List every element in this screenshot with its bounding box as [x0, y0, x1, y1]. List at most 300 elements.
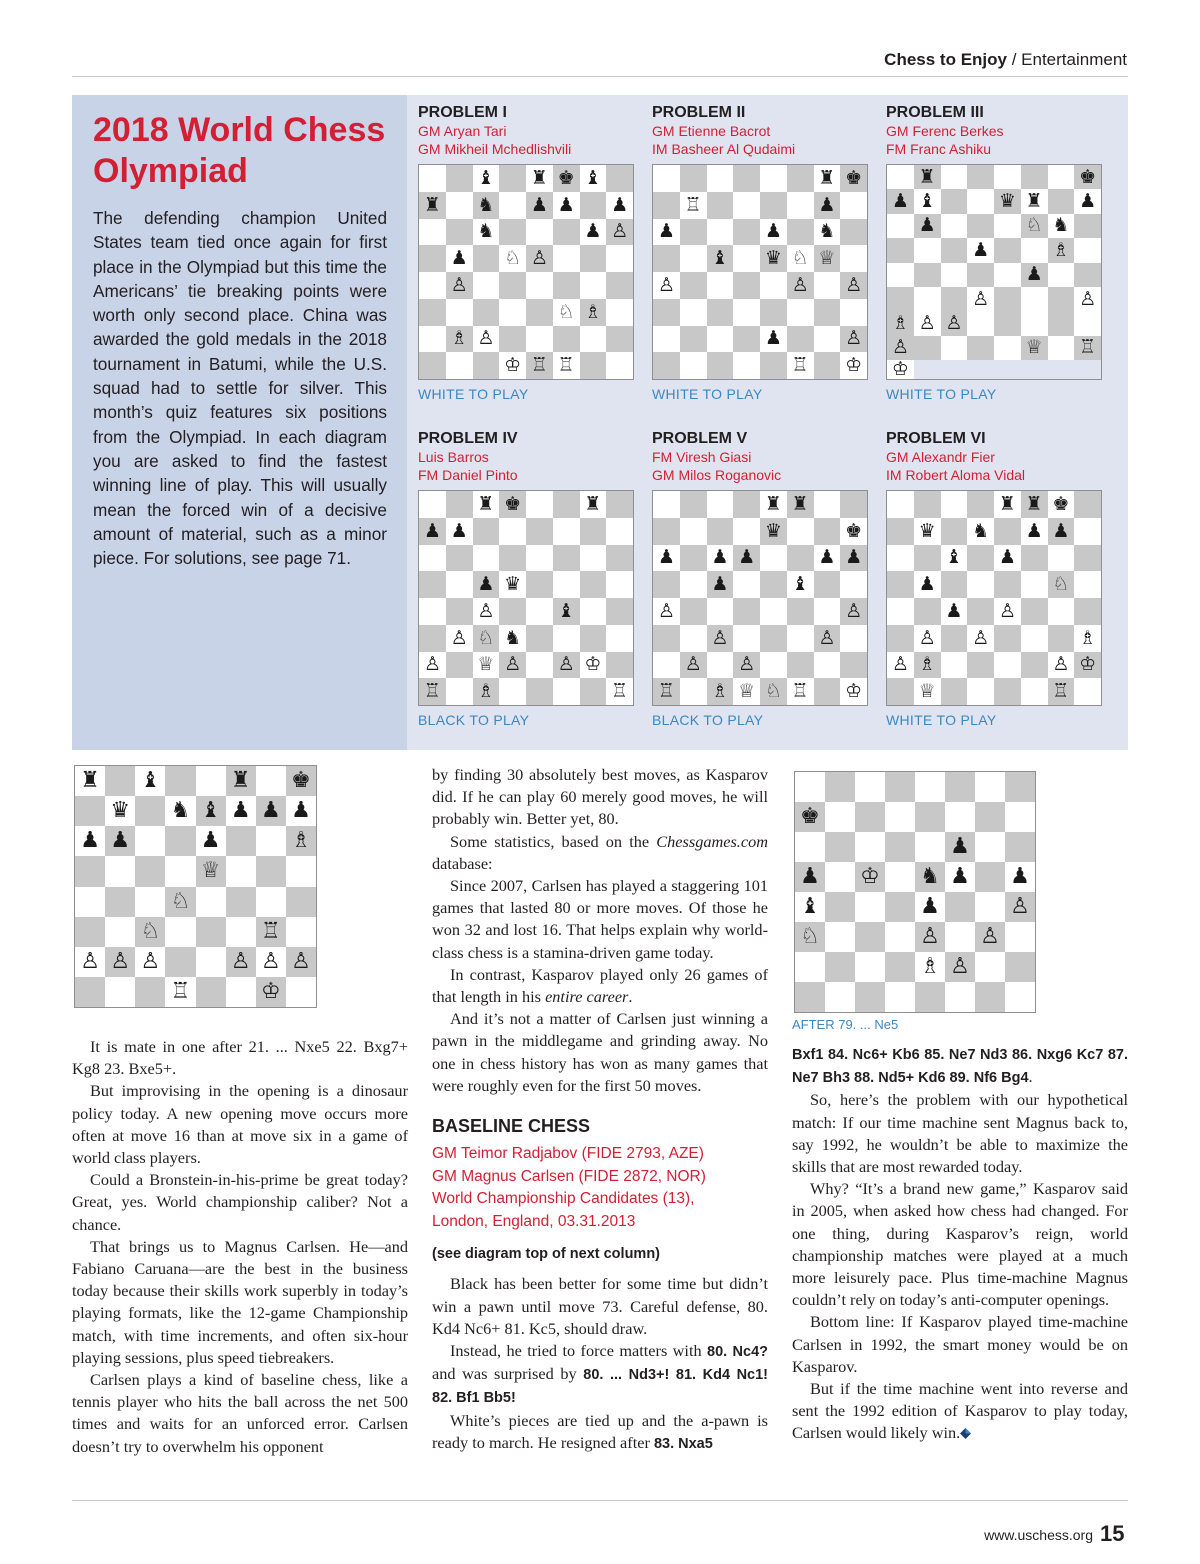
board-square — [680, 678, 707, 705]
board-square — [653, 518, 680, 545]
board-square — [196, 977, 226, 1007]
board-square — [526, 491, 553, 518]
board-square — [733, 518, 760, 545]
white-player: GM Etienne Bacrot — [652, 123, 771, 139]
white-pawn-icon: ♙ — [611, 220, 629, 243]
board-square — [887, 165, 914, 189]
board-square — [733, 571, 760, 598]
board-square — [941, 189, 968, 213]
black-pawn-icon: ♟ — [972, 238, 990, 261]
board-square — [1005, 862, 1035, 892]
board-square — [887, 189, 914, 213]
chess-board — [652, 164, 868, 380]
footer-rule — [72, 1500, 1128, 1501]
board-square — [653, 299, 680, 326]
white-pawn-icon: ♙ — [791, 273, 809, 296]
board-square — [499, 192, 526, 219]
board-square — [606, 272, 633, 299]
site-name: Chessgames.com — [656, 831, 768, 851]
board-square — [1048, 545, 1075, 572]
white-knight-icon: ♘ — [170, 888, 191, 914]
board-square — [733, 299, 760, 326]
board-square — [760, 652, 787, 679]
black-rook-icon: ♜ — [477, 492, 495, 515]
board-square — [887, 571, 914, 598]
board-square — [680, 518, 707, 545]
board-square — [446, 652, 473, 679]
game-meta — [432, 1143, 768, 1233]
white-pawn-icon: ♙ — [110, 948, 131, 974]
board-square — [526, 598, 553, 625]
board-square — [967, 491, 994, 518]
board-square — [286, 826, 316, 856]
board-square — [840, 299, 867, 326]
board-square — [1048, 625, 1075, 652]
board-square — [606, 245, 633, 272]
board-square — [945, 922, 975, 952]
board-square — [606, 491, 633, 518]
white-rook-icon: ♖ — [1052, 680, 1070, 703]
problem-6 — [886, 430, 1102, 728]
board-square — [967, 263, 994, 287]
black-pawn-icon: ♟ — [800, 864, 820, 889]
black-pawn-icon: ♟ — [557, 193, 575, 216]
board-square — [967, 165, 994, 189]
board-square — [526, 192, 553, 219]
white-pawn-icon: ♙ — [1079, 287, 1097, 310]
board-square — [914, 545, 941, 572]
white-rook-icon: ♖ — [684, 193, 702, 216]
board-square — [975, 772, 1005, 802]
white-rook-icon: ♖ — [260, 918, 281, 944]
board-square — [1048, 652, 1075, 679]
board-square — [499, 678, 526, 705]
board-square — [526, 352, 553, 379]
board-square — [814, 571, 841, 598]
white-pawn-icon: ♙ — [711, 626, 729, 649]
board-square — [196, 947, 226, 977]
black-queen-icon: ♛ — [764, 519, 782, 542]
board-square — [914, 336, 941, 360]
board-square — [553, 518, 580, 545]
black-pawn-icon: ♟ — [530, 193, 548, 216]
board-square — [914, 518, 941, 545]
board-square — [1074, 336, 1101, 360]
board-square — [1048, 336, 1075, 360]
black-pawn-icon: ♟ — [477, 573, 495, 596]
board-square — [419, 219, 446, 246]
white-knight-icon: ♘ — [477, 626, 495, 649]
turn-indicator: WHITE TO PLAY — [418, 386, 529, 402]
board-square — [1074, 625, 1101, 652]
board-square — [196, 826, 226, 856]
board-square — [814, 625, 841, 652]
board-square — [1048, 263, 1075, 287]
diagram-note: (see diagram top of next column) — [432, 1246, 660, 1263]
board-square — [553, 272, 580, 299]
board-square — [941, 287, 968, 311]
header-rule — [72, 76, 1128, 77]
white-knight-icon: ♘ — [800, 924, 820, 949]
board-square — [941, 678, 968, 705]
board-square — [1021, 625, 1048, 652]
board-square — [653, 678, 680, 705]
board-square — [473, 598, 500, 625]
board-square — [1021, 336, 1048, 360]
board-square — [553, 598, 580, 625]
black-player: IM Robert Aloma Vidal — [886, 467, 1026, 483]
board-square — [787, 598, 814, 625]
subsection-title: Entertainment — [1021, 50, 1127, 69]
board-square — [196, 766, 226, 796]
black-rook-icon: ♜ — [764, 492, 782, 515]
black-knight-icon: ♞ — [972, 519, 990, 542]
board-square — [975, 952, 1005, 982]
board-square — [941, 263, 968, 287]
body-paragraph — [432, 1340, 768, 1410]
board-square — [553, 326, 580, 353]
board-square — [499, 571, 526, 598]
board-square — [135, 856, 165, 886]
board-square — [760, 545, 787, 572]
footer-url: www.uschess.org — [984, 1527, 1093, 1543]
board-square — [419, 192, 446, 219]
board-square — [653, 352, 680, 379]
board-square — [553, 571, 580, 598]
board-square — [446, 518, 473, 545]
board-square — [526, 518, 553, 545]
white-queen-icon: ♕ — [477, 653, 495, 676]
board-square — [887, 360, 914, 379]
black-pawn-icon: ♟ — [1052, 519, 1070, 542]
board-square — [855, 862, 885, 892]
white-rook-icon: ♖ — [657, 680, 675, 703]
board-square — [680, 352, 707, 379]
black-pawn-icon: ♟ — [1025, 519, 1043, 542]
black-pawn-icon: ♟ — [764, 327, 782, 350]
black-rook-icon: ♜ — [230, 768, 251, 794]
black-rook-icon: ♜ — [918, 165, 936, 188]
board-square — [286, 947, 316, 977]
body-paragraph: Since 2007, Carlsen has played a staggering 101 games that lasted 80 or more moves. Of those he won 32 and lost 16. That helps explain why world-class chess is a stamina-driven game today. — [432, 876, 768, 962]
board-square — [226, 887, 256, 917]
white-knight-icon: ♘ — [504, 247, 522, 270]
board-square — [967, 678, 994, 705]
board-square — [760, 299, 787, 326]
black-queen-icon: ♛ — [110, 798, 131, 824]
board-square — [733, 491, 760, 518]
move-notation: 80. ... Nd3+! 81. Kd4 Nc1! 82. Bf1 Bb5! — [432, 1367, 769, 1407]
board-square — [1021, 214, 1048, 238]
board-square — [1005, 922, 1035, 952]
board-square — [885, 802, 915, 832]
board-square — [760, 165, 787, 192]
board-square — [499, 652, 526, 679]
board-square — [707, 625, 734, 652]
white-pawn-icon: ♙ — [998, 599, 1016, 622]
board-square — [994, 238, 1021, 262]
board-square — [653, 491, 680, 518]
move-notation: 83. Nxa5 — [653, 1435, 713, 1452]
black-pawn-icon: ♟ — [945, 599, 963, 622]
board-square — [915, 772, 945, 802]
white-pawn-icon: ♙ — [230, 948, 251, 974]
board-square — [446, 299, 473, 326]
chess-board — [886, 490, 1102, 706]
board-square — [1005, 952, 1035, 982]
board-square — [914, 165, 941, 189]
board-square — [526, 652, 553, 679]
board-square — [473, 545, 500, 572]
body-paragraph — [792, 1043, 1128, 1089]
body-paragraph: Bottom line: If Kasparov played time-machine Carlsen in 1992, the smart money would be on Kasparov. — [792, 1312, 1128, 1376]
black-queen-icon: ♛ — [918, 519, 936, 542]
black-pawn-icon: ♟ — [738, 546, 756, 569]
meta-line: World Championship Candidates (13), — [432, 1190, 695, 1208]
board-square — [1074, 652, 1101, 679]
white-pawn-icon: ♙ — [450, 626, 468, 649]
board-square — [760, 625, 787, 652]
board-square — [994, 652, 1021, 679]
board-square — [760, 245, 787, 272]
board-square — [915, 952, 945, 982]
board-square — [526, 165, 553, 192]
board-square — [580, 598, 607, 625]
board-square — [446, 245, 473, 272]
problem-title: PROBLEM VI — [886, 430, 986, 447]
black-bishop-icon: ♝ — [945, 546, 963, 569]
board-square — [680, 165, 707, 192]
board-square — [914, 598, 941, 625]
board-square — [787, 219, 814, 246]
board-square — [975, 922, 1005, 952]
board-square — [165, 917, 195, 947]
board-square — [1021, 165, 1048, 189]
board-square — [994, 214, 1021, 238]
white-queen-icon: ♕ — [818, 247, 836, 270]
board-square — [419, 491, 446, 518]
black-pawn-icon: ♟ — [998, 546, 1016, 569]
black-knight-icon: ♞ — [1052, 214, 1070, 237]
board-square — [105, 977, 135, 1007]
board-square — [75, 826, 105, 856]
problem-title: PROBLEM II — [652, 104, 746, 121]
board-square — [1074, 598, 1101, 625]
board-square — [840, 545, 867, 572]
running-header — [72, 50, 1127, 70]
board-square — [967, 287, 994, 311]
board-square — [105, 887, 135, 917]
white-bishop-icon: ♗ — [584, 300, 602, 323]
black-bishop-icon: ♝ — [800, 894, 820, 919]
black-king-icon: ♚ — [557, 166, 575, 189]
board-square — [941, 336, 968, 360]
white-rook-icon: ♖ — [791, 354, 809, 377]
board-square — [787, 518, 814, 545]
board-square — [967, 652, 994, 679]
black-bishop-icon: ♝ — [711, 247, 729, 270]
black-pawn-icon: ♟ — [818, 193, 836, 216]
white-pawn-icon: ♙ — [504, 653, 522, 676]
board-square — [707, 545, 734, 572]
black-pawn-icon: ♟ — [657, 220, 675, 243]
board-square — [994, 545, 1021, 572]
board-square — [135, 887, 165, 917]
black-rook-icon: ♜ — [584, 492, 602, 515]
end-mark-icon — [960, 1428, 971, 1439]
board-square — [707, 518, 734, 545]
board-square — [707, 571, 734, 598]
board-square — [1074, 214, 1101, 238]
black-bishop-icon: ♝ — [918, 190, 936, 213]
board-square — [606, 219, 633, 246]
meta-line: GM Magnus Carlsen (FIDE 2872, NOR) — [432, 1167, 706, 1185]
turn-indicator: WHITE TO PLAY — [652, 386, 763, 402]
board-square — [165, 856, 195, 886]
board-square — [526, 272, 553, 299]
board-square — [1048, 598, 1075, 625]
board-square — [606, 598, 633, 625]
black-pawn-icon: ♟ — [423, 519, 441, 542]
black-rook-icon: ♜ — [791, 492, 809, 515]
board-square — [914, 571, 941, 598]
body-paragraph: So, here’s the problem with our hypothetical match: If our time machine sent Magnus back to, say 1992, he wouldn’t be able to maximize the skills that are most rewarded today. — [792, 1090, 1128, 1177]
section-heading: BASELINE CHESS — [432, 1116, 591, 1137]
white-pawn-icon: ♙ — [260, 948, 281, 974]
board-square — [814, 545, 841, 572]
board-square — [1005, 832, 1035, 862]
turn-indicator: BLACK TO PLAY — [418, 712, 530, 728]
board-square — [814, 491, 841, 518]
board-square — [1048, 491, 1075, 518]
board-square — [526, 678, 553, 705]
board-square — [580, 219, 607, 246]
board-square — [196, 796, 226, 826]
board-square — [226, 796, 256, 826]
board-square — [499, 518, 526, 545]
board-square — [855, 832, 885, 862]
white-pawn-icon: ♙ — [450, 273, 468, 296]
board-square — [75, 796, 105, 826]
board-square — [967, 238, 994, 262]
board-square — [941, 311, 968, 335]
board-square — [941, 545, 968, 572]
problem-4 — [418, 430, 634, 728]
board-square — [680, 652, 707, 679]
black-knight-icon: ♞ — [920, 864, 940, 889]
board-square — [75, 977, 105, 1007]
black-player: FM Daniel Pinto — [418, 467, 518, 483]
board-square — [419, 678, 446, 705]
black-bishop-icon: ♝ — [477, 166, 495, 189]
white-player: GM Alexandr Fier — [886, 449, 995, 465]
black-rook-icon: ♜ — [80, 768, 100, 794]
board-square — [887, 491, 914, 518]
board-square — [553, 245, 580, 272]
board-square — [941, 652, 968, 679]
board-square — [707, 326, 734, 353]
board-square — [419, 272, 446, 299]
board-square — [887, 678, 914, 705]
black-knight-icon: ♞ — [504, 626, 522, 649]
move-notation: Bxf1 84. Nc6+ Kb6 85. Ne7 Nd3 86. Nxg6 Kc7 87. Ne7 Bh3 88. Nd5+ Kd6 89. Nf6 Bg4 — [792, 1047, 1128, 1087]
board-square — [760, 272, 787, 299]
problem-title: PROBLEM III — [886, 104, 984, 121]
board-square — [840, 625, 867, 652]
board-square — [499, 165, 526, 192]
board-square — [967, 571, 994, 598]
board-square — [885, 982, 915, 1012]
white-queen-icon: ♕ — [738, 680, 756, 703]
white-pawn-icon: ♙ — [918, 311, 936, 334]
board-square — [914, 189, 941, 213]
board-square — [825, 862, 855, 892]
board-square — [473, 625, 500, 652]
board-square — [256, 796, 286, 826]
board-square — [885, 922, 915, 952]
board-square — [914, 287, 941, 311]
black-king-icon: ♚ — [845, 519, 863, 542]
black-pawn-icon: ♟ — [80, 828, 100, 854]
black-king-icon: ♚ — [800, 804, 820, 829]
problem-5 — [652, 430, 868, 728]
board-square — [887, 625, 914, 652]
board-square — [994, 165, 1021, 189]
board-square — [733, 352, 760, 379]
text-run: In contrast, Kasparov played only 26 games of that length in his — [432, 964, 768, 1007]
board-square — [967, 214, 994, 238]
board-square — [606, 192, 633, 219]
black-pawn-icon: ♟ — [260, 798, 281, 824]
board-square — [795, 982, 825, 1012]
board-square — [787, 652, 814, 679]
board-square — [1048, 678, 1075, 705]
white-king-icon: ♔ — [584, 653, 602, 676]
board-square — [825, 892, 855, 922]
board-square — [553, 625, 580, 652]
board-square — [526, 625, 553, 652]
board-square — [994, 491, 1021, 518]
board-square — [994, 336, 1021, 360]
board-square — [707, 245, 734, 272]
board-square — [1074, 518, 1101, 545]
white-bishop-icon: ♗ — [450, 327, 468, 350]
white-player: GM Aryan Tari — [418, 123, 507, 139]
board-square — [473, 165, 500, 192]
white-king-icon: ♔ — [845, 354, 863, 377]
board-square — [707, 652, 734, 679]
board-square — [680, 272, 707, 299]
black-pawn-icon: ♟ — [611, 193, 629, 216]
board-square — [945, 802, 975, 832]
board-square — [840, 571, 867, 598]
board-square — [1074, 238, 1101, 262]
board-square — [680, 219, 707, 246]
board-square — [499, 245, 526, 272]
board-square — [814, 192, 841, 219]
board-square — [1005, 892, 1035, 922]
white-pawn-icon: ♙ — [945, 311, 963, 334]
board-square — [75, 917, 105, 947]
board-square — [419, 326, 446, 353]
board-square — [795, 922, 825, 952]
board-square — [733, 245, 760, 272]
white-rook-icon: ♖ — [791, 680, 809, 703]
board-square — [840, 272, 867, 299]
board-square — [1021, 263, 1048, 287]
board-square — [994, 287, 1021, 311]
board-square — [499, 625, 526, 652]
